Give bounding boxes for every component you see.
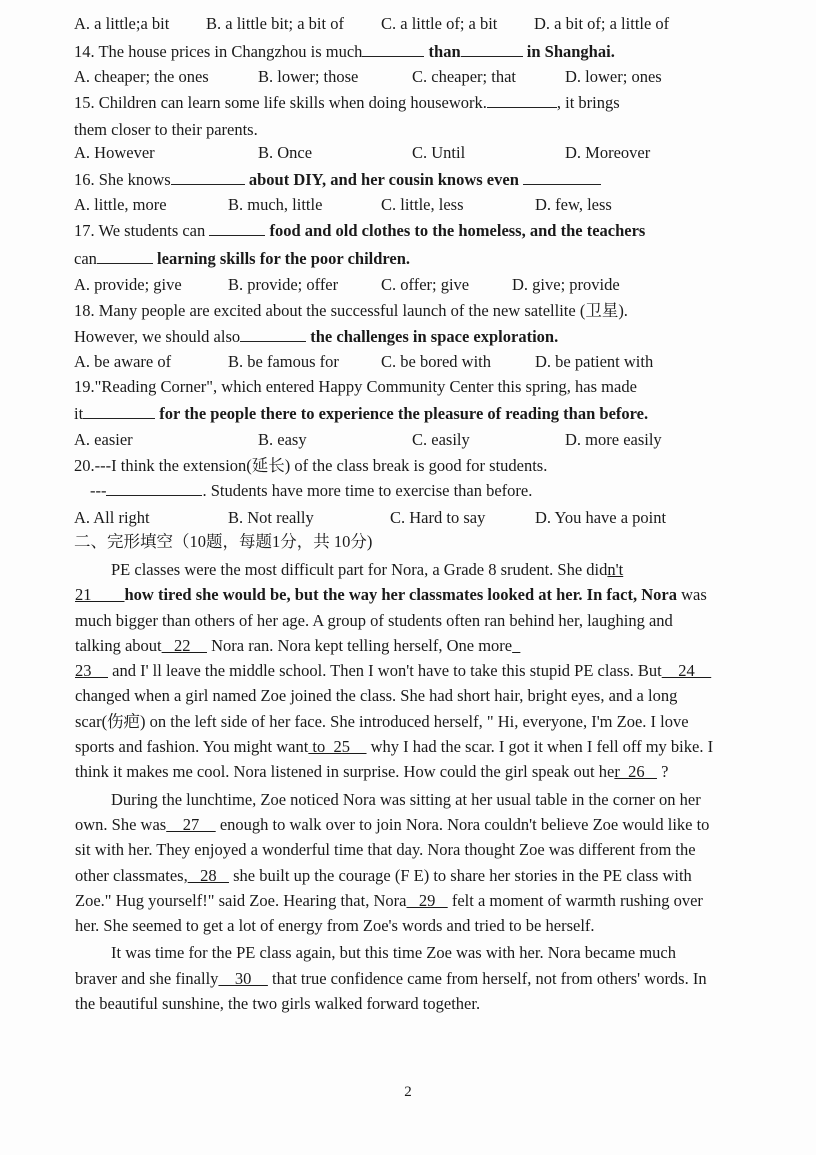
q15-option-c: C. Until — [412, 143, 466, 162]
cloze-blank: 21 — [75, 585, 92, 605]
passage-text: enough to walk over to join Nora. Nora couldn't believe Zoe would like to sit with her. They enjoyed a wonderful time that day. Nora thought Zoe was different from the other classmates, — [75, 814, 714, 885]
q20-option-a: A. All right — [74, 508, 150, 527]
cloze-blank: 23 — [75, 661, 92, 681]
passage-paragraph-3 — [75, 940, 715, 1016]
q17-option-c: C. offer; give — [381, 275, 470, 294]
cloze-blank: 22 — [161, 635, 207, 655]
q18-stem-cont: However, we should also the challenges in space exploration. — [74, 327, 559, 346]
cloze-blank: 29 — [406, 890, 448, 910]
cloze-passage — [75, 557, 718, 1016]
q17-option-d: D. give; provide — [512, 275, 620, 294]
q15-stem-cont: them closer to their parents. — [74, 120, 258, 139]
q19-option-d: D. more easily — [565, 430, 662, 449]
passage-text: It was time for the PE class again, but this time Zoe was with her. Nora became much braver and she finally — [75, 943, 681, 988]
q18-option-b: B. be famous for — [228, 352, 339, 371]
q17-stem: 17. We students can food and old clothes to the homeless, and the teachers — [74, 221, 646, 240]
page-number: 2 — [404, 1084, 412, 1100]
q16-option-a: A. little, more — [74, 195, 167, 214]
cloze-blank: n't — [607, 560, 624, 579]
q19-option-b: B. easy — [258, 430, 307, 449]
q15-option-b: B. Once — [258, 143, 313, 162]
passage-text: why I had the scar. I got it when I fell off my bike. I think it makes me cool. Nora listened in surprise. How could the girl speak out he — [75, 737, 718, 782]
q16-option-d: D. few, less — [535, 195, 612, 214]
q19-option-c: C. easily — [412, 430, 470, 449]
cloze-blank: 30 — [218, 968, 268, 988]
q18-option-d: D. be patient with — [535, 352, 654, 371]
passage-text: she built up the courage (F E) to share her stories in the PE class with Zoe." Hug yourself!" said Zoe. Hearing that, Nora — [75, 865, 696, 910]
q20-stem-cont: --- . Students have more time to exercise than before. — [90, 481, 533, 500]
q13-option-d: D. a bit of; a little of — [534, 14, 670, 33]
q15-options — [74, 143, 714, 163]
q16-stem: 16. She knows about DIY, and her cousin knows even — [74, 170, 601, 190]
q18-option-c: C. be bored with — [381, 352, 491, 371]
passage-text: and I' ll leave the middle school. Then I won't have to take this stupid PE class. But — [108, 661, 662, 681]
q16-options — [74, 195, 714, 215]
q13-option-b: B. a little bit; a bit of — [206, 14, 344, 33]
cloze-blank: r 26 — [614, 762, 657, 782]
passage-text: felt a moment of warmth rushing over her. She seemed to get a lot of energy from Zoe's words and tried to be herself. — [75, 890, 708, 936]
passage-text: During the lunchtime, Zoe noticed Nora was sitting at her usual table in the corner on her own. She was — [75, 789, 705, 834]
q15-option-a: A. However — [74, 143, 155, 162]
q13-option-c: C. a little of; a bit — [381, 14, 498, 33]
passage-text: was much bigger than others of her age. A group of students often ran behind her, laughing and talking about — [75, 585, 711, 655]
q17-option-b: B. provide; offer — [228, 275, 339, 294]
cloze-blank: 27 — [166, 814, 216, 834]
q17-options — [74, 275, 714, 295]
q18-stem: 18. Many people are excited about the successful launch of the new satellite (卫星). — [74, 301, 628, 320]
cloze-blank: to 25 — [308, 737, 367, 757]
q16-option-c: C. little, less — [381, 195, 464, 214]
q19-stem: 19."Reading Corner", which entered Happy Community Center this spring, has made — [74, 377, 637, 396]
q18-option-a: A. be aware of — [74, 352, 172, 371]
q20-option-b: B. Not really — [228, 508, 314, 527]
q20-option-d: D. You have a point — [535, 508, 667, 527]
q14-option-d: D. lower; ones — [565, 67, 662, 86]
q18-options — [74, 352, 714, 372]
cloze-blank — [512, 636, 520, 655]
cloze-blank — [92, 585, 125, 604]
passage-text: PE classes were the most difficult part for Nora, a Grade 8 srudent. She did — [111, 560, 608, 579]
section-title: 二、完形填空（10题，每题1分，共 10分) — [74, 532, 373, 551]
q17-option-a: A. provide; give — [74, 275, 182, 294]
q13-option-a: A. a little;a bit — [74, 14, 170, 33]
q20-stem: 20.---I think the extension(延长) of the class break is good for students. — [74, 456, 548, 475]
cloze-blank: 28 — [187, 865, 229, 885]
q15-option-d: D. Moreover — [565, 143, 651, 162]
passage-paragraph-2 — [75, 787, 715, 939]
passage-text: changed when a girl named Zoe joined the class. She had short hair, bright eyes, and a long scar(伤疤) on the left side of her face. She introduced herself, " Hi, everyone, I'm Zoe. I love sports and fashion. You might want — [75, 661, 716, 757]
q14-options — [74, 67, 714, 87]
q20-options — [74, 508, 714, 528]
q15-stem: 15. Children can learn some life skills when doing housework. , it brings — [74, 93, 620, 112]
passage-text: that true confidence came from herself, not from others' words. In the beautiful sunshine, the two girls walked forward together. — [75, 968, 711, 1014]
q14-option-c: C. cheaper; that — [412, 67, 516, 86]
q19-option-a: A. easier — [74, 430, 133, 449]
q13-options — [74, 14, 714, 34]
q20-option-c: C. Hard to say — [390, 508, 486, 527]
q14-option-b: B. lower; those — [258, 67, 359, 86]
q14-option-a: A. cheaper; the ones — [74, 67, 209, 86]
cloze-blank: 24 — [661, 661, 712, 681]
passage-text: ? — [656, 762, 669, 782]
passage-text: how tired she would be, but the way her classmates looked at her. In fact, Nora — [124, 585, 677, 605]
q17-stem-cont: can learning skills for the poor children. — [74, 249, 411, 268]
q14-stem: 14. The house prices in Changzhou is much than in Shanghai. — [74, 42, 615, 61]
passage-text: Nora ran. Nora kept telling herself, One more — [206, 635, 513, 655]
q19-stem-cont: it for the people there to experience the pleasure of reading than before. — [74, 404, 649, 423]
q19-options — [74, 430, 714, 450]
cloze-blank — [92, 661, 109, 680]
passage-paragraph-1 — [75, 557, 718, 785]
q16-option-b: B. much, little — [228, 195, 323, 214]
